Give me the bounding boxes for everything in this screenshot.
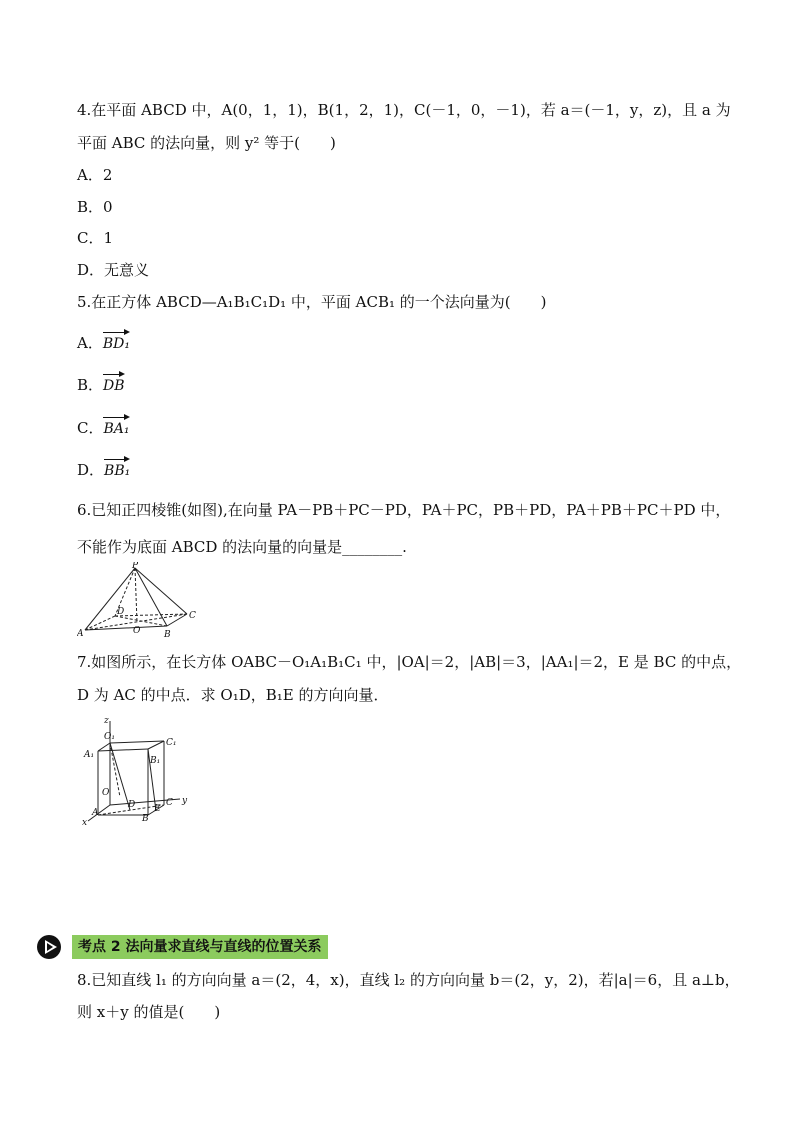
cuboid-figure: [80, 715, 195, 827]
q7-line2: D 为 AC 的中点．求 O₁D，B₁E 的方向向量．: [77, 686, 389, 704]
q5-option-b-letter: B．: [77, 376, 104, 394]
cuboid-label-d: D: [128, 800, 136, 810]
q5-option-b: [77, 372, 125, 396]
section-heading: [36, 934, 328, 960]
pyramid-figure: [77, 562, 202, 642]
q5-option-a-vector: BD₁: [103, 330, 130, 354]
cuboid-label-a: A: [92, 808, 99, 818]
pyramid-label-c: C: [189, 611, 196, 621]
play-arrow-icon: [36, 934, 62, 960]
cuboid-label-b: B: [142, 814, 149, 824]
cuboid-label-c1: C₁: [166, 738, 177, 748]
cuboid-label-y: y: [182, 796, 188, 806]
q4-option-a: A．2: [77, 166, 113, 184]
pyramid-label-a: A: [77, 629, 84, 639]
q5-option-d: [77, 457, 130, 481]
q4-line2: 平面 ABC 的法向量，则 y² 等于( ): [77, 134, 336, 152]
q5-option-d-vector: BB₁: [104, 457, 130, 481]
cuboid-label-z: z: [104, 716, 109, 726]
q7-line1: 7.如图所示，在长方体 OABC－O₁A₁B₁C₁ 中，|OA|＝2，|AB|＝3，|AA₁|＝2，E 是 BC 的中点，: [77, 653, 742, 671]
q5-option-a-letter: A．: [77, 334, 103, 352]
q8-line1: 8.已知直线 l₁ 的方向向量 a＝(2，4，x)，直线 l₂ 的方向向量 b＝(2，y，2)，若|a|＝6，且 a⊥b，: [77, 971, 740, 989]
q6-line1: 6.已知正四棱锥(如图),在向量 PA－PB＋PC－PD，PA＋PC，PB＋PD，PA＋PB＋PC＋PD 中，: [77, 501, 731, 519]
cuboid-label-b1: B₁: [150, 756, 161, 766]
pyramid-label-p: P: [132, 562, 139, 571]
cuboid-label-a1: A₁: [84, 750, 95, 760]
q6-line2: 不能作为底面 ABCD 的法向量的向量是________.: [77, 538, 407, 556]
q5-option-b-vector: DB: [103, 372, 125, 396]
pyramid-label-b: B: [164, 630, 171, 640]
q4-option-d: D．无意义: [77, 261, 150, 279]
cuboid-label-c: C: [166, 798, 173, 808]
cuboid-label-o1: O₁: [104, 732, 115, 742]
q4-option-b: B．0: [77, 198, 113, 216]
cuboid-label-o: O: [102, 788, 110, 798]
q8-line2: 则 x＋y 的值是( ): [77, 1003, 221, 1021]
q5-option-c-vector: BA₁: [103, 415, 129, 439]
cuboid-label-e: E: [154, 804, 161, 814]
cuboid-label-x: x: [82, 818, 88, 827]
section-title: 考点 2 法向量求直线与直线的位置关系: [72, 935, 328, 959]
q5-option-d-letter: D．: [77, 461, 105, 479]
q4-line1: 4.在平面 ABCD 中，A(0，1，1)，B(1，2，1)，C(－1，0，－1)，若 a＝(－1，y，z)，且 a 为: [77, 101, 731, 119]
q5-option-a: [77, 330, 130, 354]
q4-option-c: C．1: [77, 229, 114, 247]
q5-option-c: [77, 415, 130, 439]
q5-option-c-letter: C．: [77, 419, 104, 437]
q5-stem: 5.在正方体 ABCD—A₁B₁C₁D₁ 中，平面 ACB₁ 的一个法向量为( ): [77, 293, 547, 311]
pyramid-label-d: D: [117, 607, 125, 617]
pyramid-label-o: O: [133, 626, 141, 636]
